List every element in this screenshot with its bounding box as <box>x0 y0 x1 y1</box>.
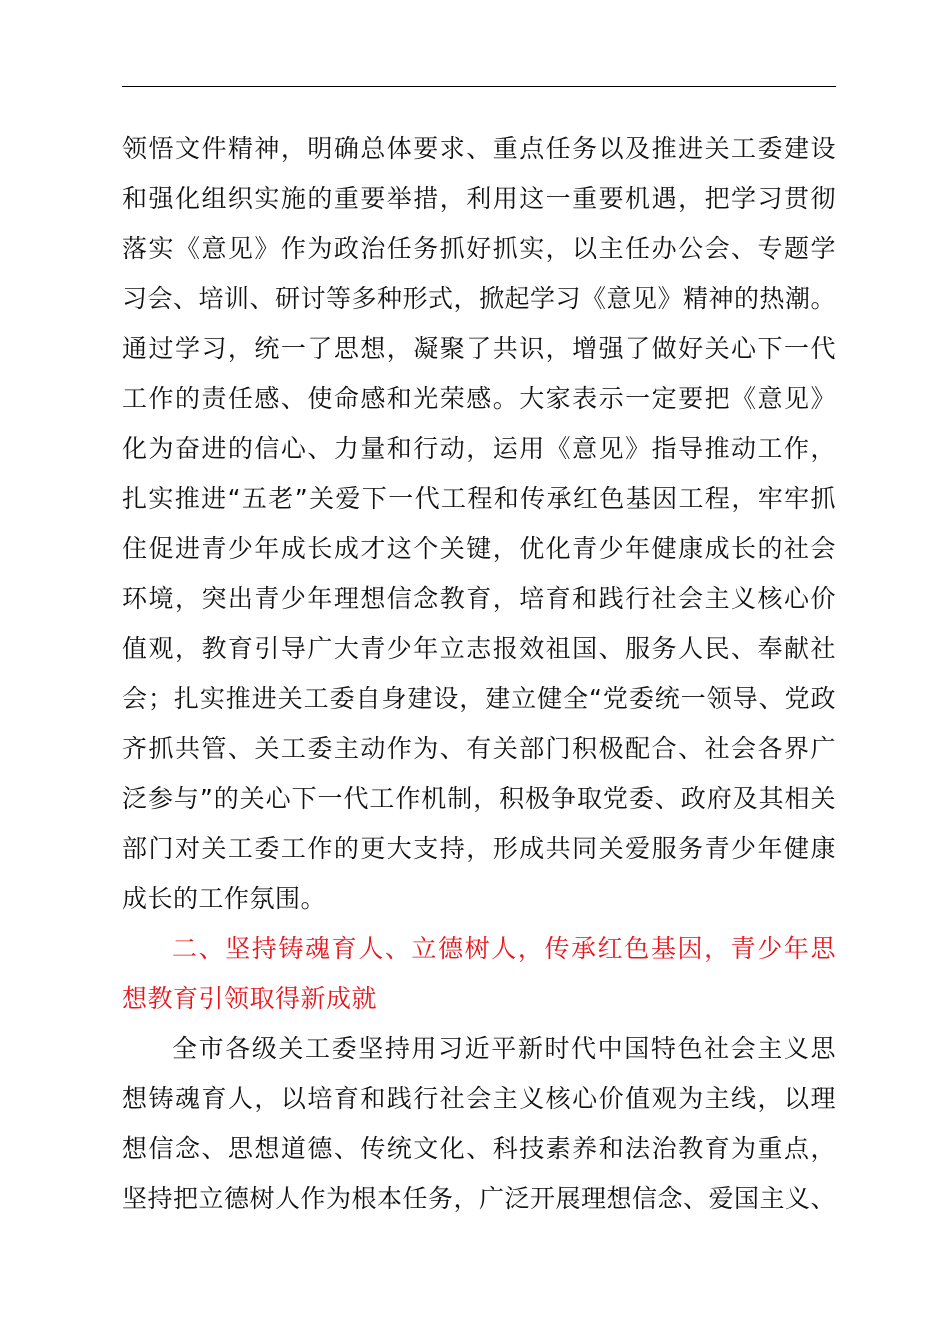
text-line: 工作的责任感、使命感和光荣感。大家表示一定要把《意见》 <box>122 384 836 413</box>
text-line: 成长的工作氛围。 <box>122 884 327 913</box>
text-line: 泛参与”的关心下一代工作机制，积极争取党委、政府及其相关 <box>122 784 836 813</box>
text-line: 住促进青少年成长成才这个关键，优化青少年健康成长的社会 <box>122 534 836 563</box>
text-line: 习会、培训、研讨等多种形式，掀起学习《意见》精神的热潮。 <box>122 284 837 313</box>
text-line: 部门对关工委工作的更大支持，形成共同关爱服务青少年健康 <box>122 834 836 863</box>
section-heading <box>122 924 836 1024</box>
text-line: 落实《意见》作为政治任务抓好抓实，以主任办公会、专题学 <box>122 234 836 263</box>
text-line: 齐抓共管、关工委主动作为、有关部门积极配合、社会各界广 <box>122 734 836 763</box>
text-line: 领悟文件精神，明确总体要求、重点任务以及推进关工委建设 <box>122 134 836 163</box>
text-line: 想铸魂育人，以培育和践行社会主义核心价值观为主线，以理 <box>122 1084 836 1113</box>
text-line: 会；扎实推进关工委自身建设，建立健全“党委统一领导、党政 <box>122 684 836 713</box>
text-line: 扎实推进“五老”关爱下一代工程和传承红色基因工程，牢牢抓 <box>122 484 836 513</box>
paragraph-1 <box>122 124 836 924</box>
text-line: 化为奋进的信心、力量和行动，运用《意见》指导推动工作， <box>122 434 836 463</box>
text-line: 和强化组织实施的重要举措，利用这一重要机遇，把学习贯彻 <box>122 184 836 213</box>
text-line: 坚持把立德树人作为根本任务，广泛开展理想信念、爱国主义、 <box>122 1184 837 1213</box>
text-line: 环境，突出青少年理想信念教育，培育和践行社会主义核心价 <box>122 584 836 613</box>
header-rule <box>122 86 836 87</box>
text-line: 想信念、思想道德、传统文化、科技素养和法治教育为重点， <box>122 1134 836 1163</box>
text-line: 值观，教育引导广大青少年立志报效祖国、服务人民、奉献社 <box>122 634 836 663</box>
document-body <box>122 124 836 1224</box>
text-line: 全市各级关工委坚持用习近平新时代中国特色社会主义思 <box>172 1034 836 1063</box>
paragraph-2 <box>122 1024 836 1224</box>
heading-line: 二、坚持铸魂育人、立德树人，传承红色基因，青少年思 <box>172 934 836 963</box>
text-line: 通过学习，统一了思想，凝聚了共识，增强了做好关心下一代 <box>122 334 836 363</box>
heading-line: 想教育引领取得新成就 <box>122 984 378 1013</box>
